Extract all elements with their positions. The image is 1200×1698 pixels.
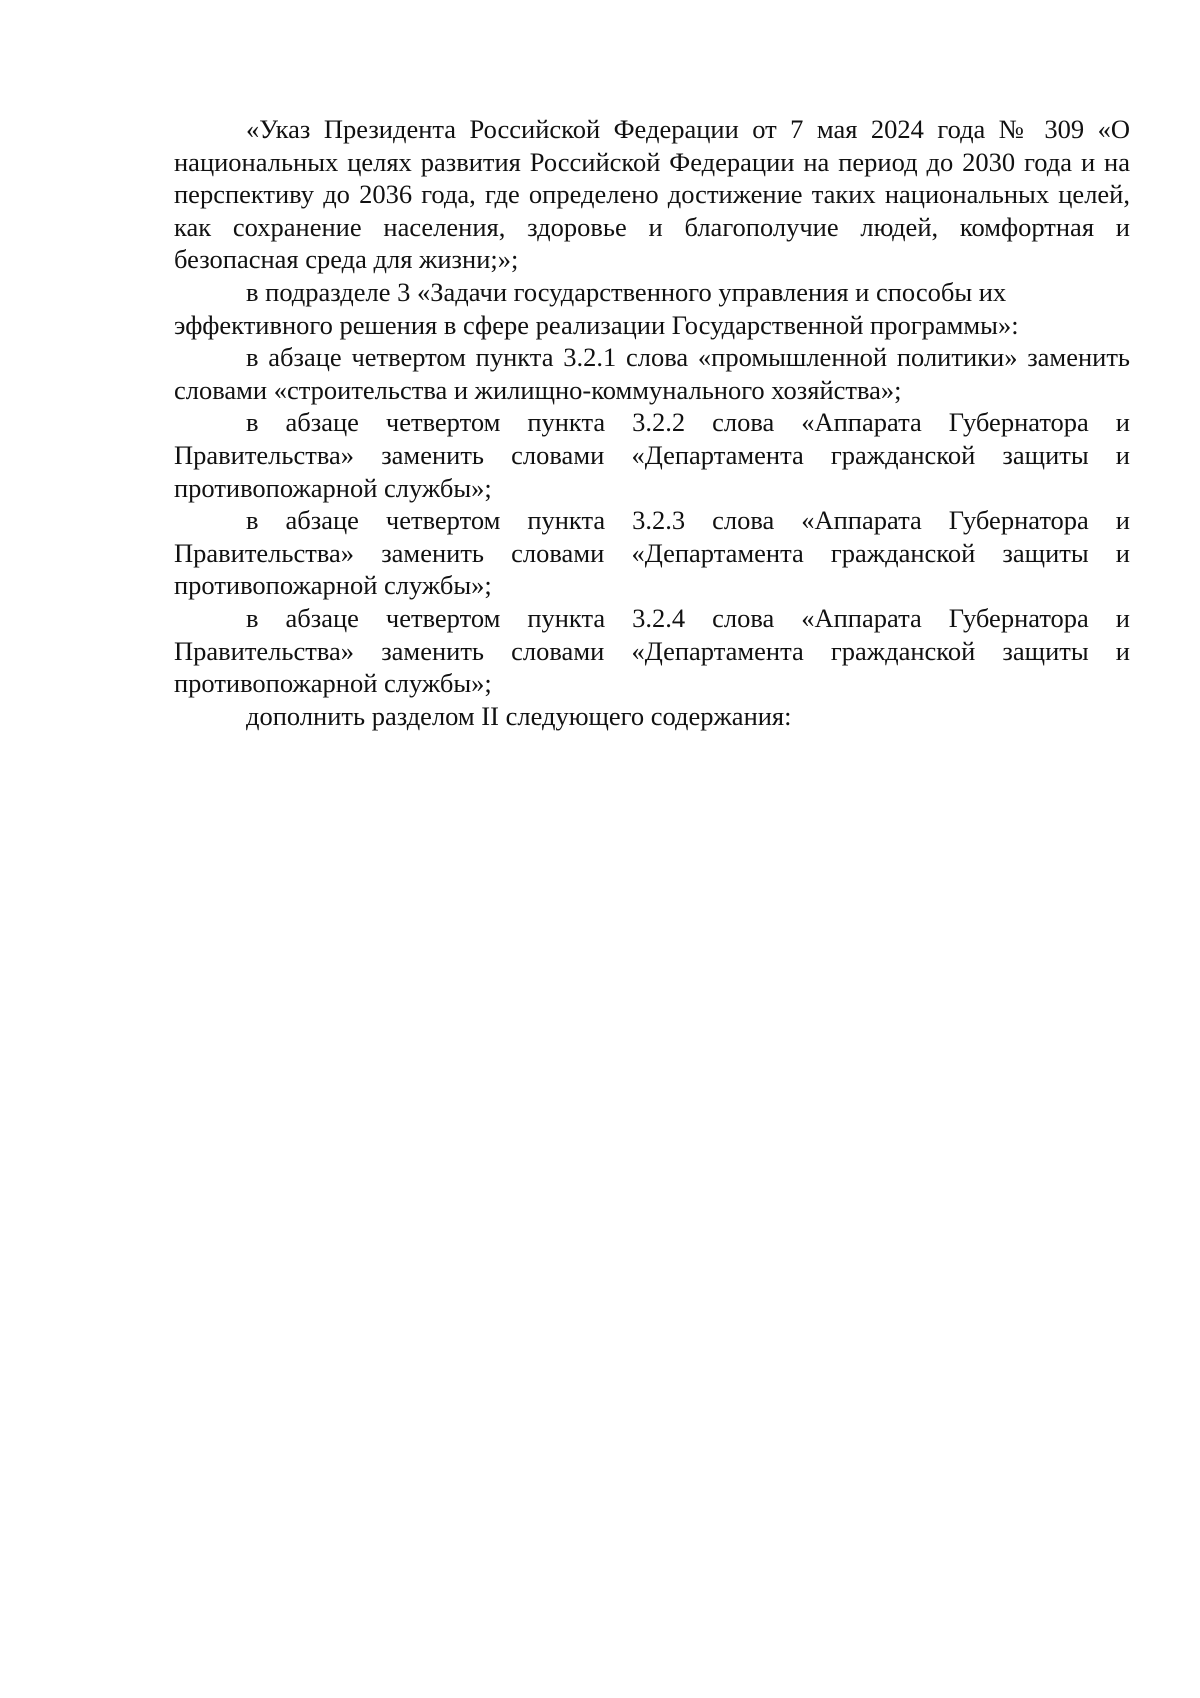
paragraph-add-section-2: дополнить разделом II следующего содержания: <box>246 700 792 731</box>
paragraph-item-3-2-4: в абзаце четвертом пункта 3.2.4 слова «Аппарата Губернатора и Правительства» заменить словами «Департамента гражданской защиты и противопожарной службы»; <box>174 602 1130 699</box>
paragraph-item-3-2-3: в абзаце четвертом пункта 3.2.3 слова «Аппарата Губернатора и Правительства» заменить словами «Департамента гражданской защиты и противопожарной службы»; <box>174 505 1130 601</box>
document-body <box>174 113 1130 732</box>
paragraph-item-3-2-1: в абзаце четвертом пункта 3.2.1 слова «промышленной политики» заменить словами «строительства и жилищно-коммунального хозяйства»; <box>174 342 1130 405</box>
paragraph-decree-reference: «Указ Президента Российской Федерации от 7 мая 2024 года № 309 «О национальных целях развития Российской Федерации на период до 2030 года и на перспективу до 2036 года, где определено достижение таких национальных целей, как сохранение населения, здоровье и благополучие людей, комфортная и безопасная среда для жизни;»; <box>174 114 1130 275</box>
paragraph-subsection-3: в подразделе 3 «Задачи государственного управления и способы их эффективного решения в сфере реализации Государственной программы»: <box>174 276 1019 340</box>
paragraph-item-3-2-2: в абзаце четвертом пункта 3.2.2 слова «Аппарата Губернатора и Правительства» заменить словами «Департамента гражданской защиты и противопожарной службы»; <box>174 407 1130 503</box>
